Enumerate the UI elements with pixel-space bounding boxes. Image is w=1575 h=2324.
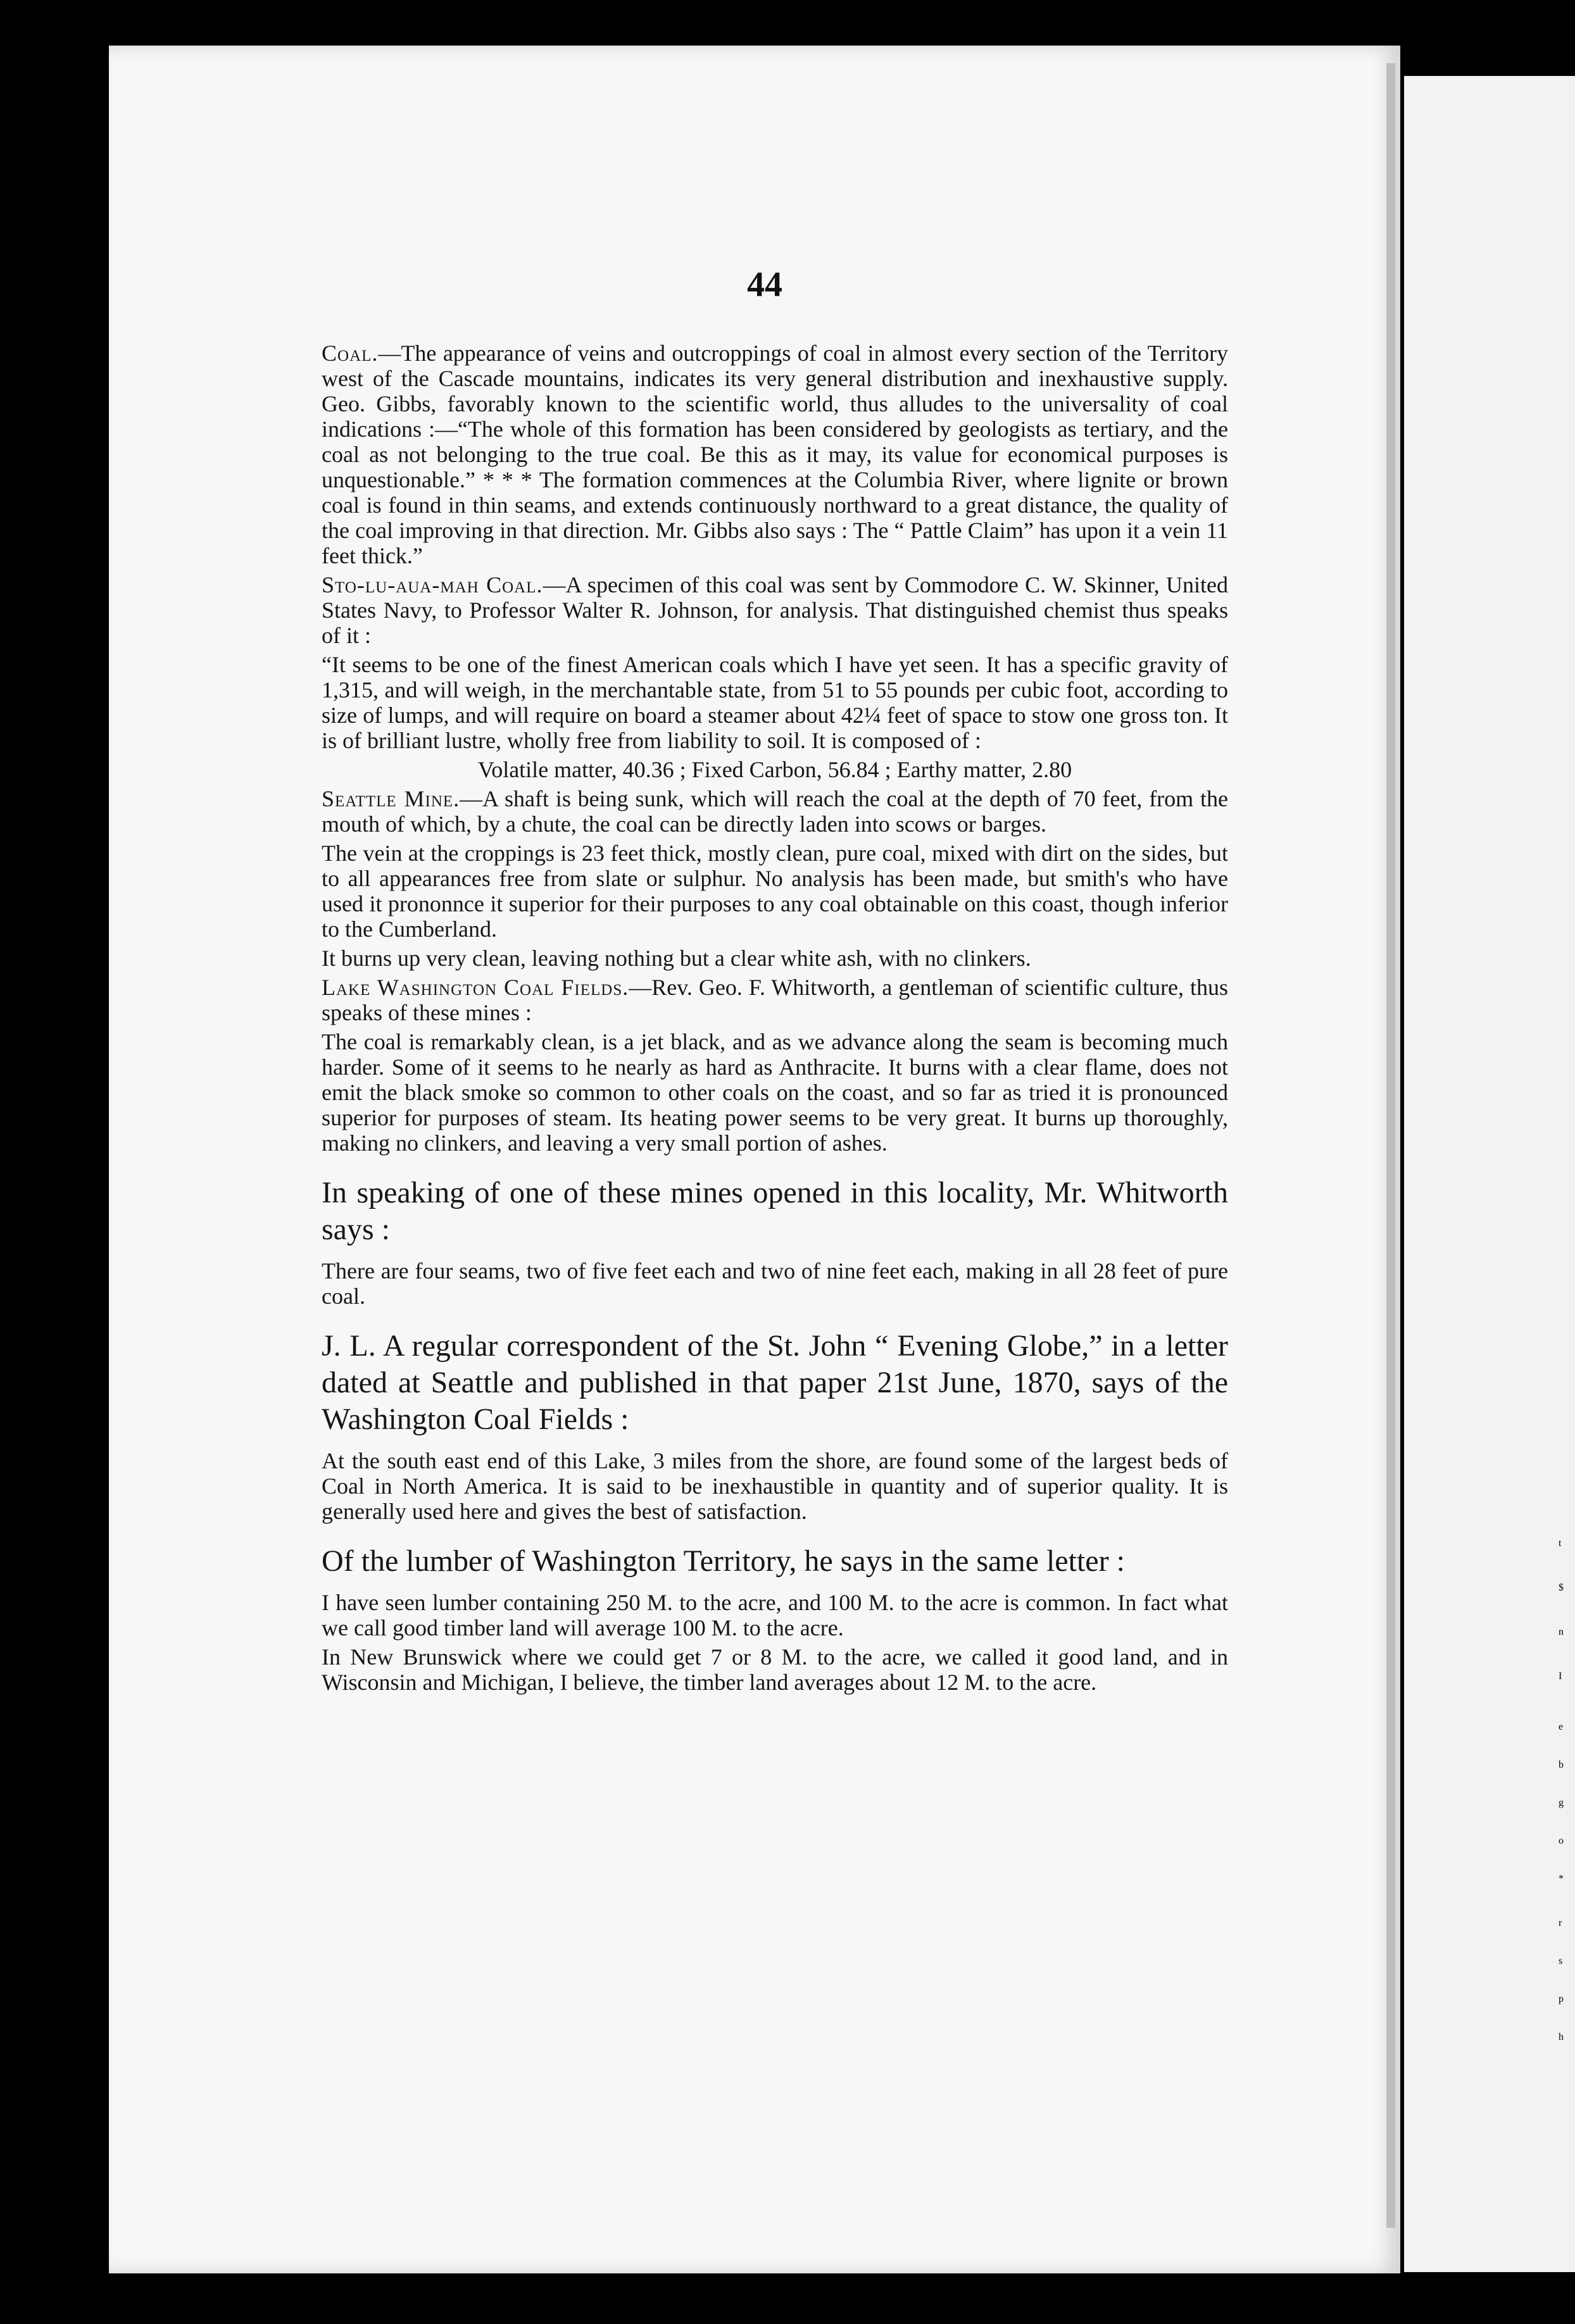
paragraph bbox=[322, 1644, 1228, 1695]
page-number: 44 bbox=[747, 265, 782, 304]
section-heading: Coal. bbox=[322, 340, 379, 366]
page-fragment-text: p bbox=[1559, 1994, 1564, 2004]
paragraph-text: In speaking of one of these mines opened in this locality, Mr. Whitworth says : bbox=[322, 1176, 1228, 1246]
page-fragment-text: * bbox=[1559, 1873, 1564, 1884]
paragraph bbox=[322, 652, 1228, 753]
paragraph-text: J. L. A regular correspondent of the St. John “ Evening Globe,” in a letter dated at Seattle and published in that paper 21st June, 1870, says of the Washington Coal Fields : bbox=[322, 1329, 1228, 1436]
page-fragment-text: t bbox=[1559, 1538, 1562, 1549]
page-fragment-text: b bbox=[1559, 1759, 1564, 1770]
paragraph-text: It burns up very clean, leaving nothing but a clear white ash, with no clinkers. bbox=[322, 946, 1031, 971]
paragraph-text: —A shaft is being sunk, which will reach the coal at the depth of 70 feet, from the mouth of which, by a chute, the coal can be directly laden into scows or barges. bbox=[322, 786, 1228, 837]
paragraph bbox=[322, 1543, 1228, 1580]
paragraph-text: There are four seams, two of five feet each and two of nine feet each, making in all 28 feet of pure coal. bbox=[322, 1258, 1228, 1309]
paragraph bbox=[322, 1448, 1228, 1524]
paragraph bbox=[322, 1175, 1228, 1248]
page-fragment-text: n bbox=[1559, 1627, 1564, 1637]
paragraph bbox=[322, 840, 1228, 942]
page-fragment-text: e bbox=[1559, 1721, 1564, 1732]
paragraph bbox=[322, 340, 1228, 568]
page-fragment-text: $ bbox=[1559, 1582, 1564, 1593]
paragraph-text: Volatile matter, 40.36 ; Fixed Carbon, 56.84 ; Earthy matter, 2.80 bbox=[477, 757, 1072, 782]
paragraph bbox=[322, 1029, 1228, 1156]
adjacent-page bbox=[1404, 76, 1575, 2272]
paragraph-text: The vein at the croppings is 23 feet thick, mostly clean, pure coal, mixed with dirt on the sides, but to all appearances free from slate or sulphur. No analysis has been made, but smith's who have used it prononnce it superior for their purposes to any coal obtainable on this coast, though inferior to the Cumberland. bbox=[322, 840, 1228, 942]
paragraph-text: I have seen lumber containing 250 M. to the acre, and 100 M. to the acre is common. In fact what we call good timber land will average 100 M. to the acre. bbox=[322, 1590, 1228, 1640]
paragraph bbox=[322, 757, 1228, 782]
paragraph bbox=[322, 572, 1228, 648]
paragraph bbox=[322, 946, 1228, 971]
paragraph-text: In New Brunswick where we could get 7 or 8 M. to the acre, we called it good land, and in Wisconsin and Michigan, I believe, the timber land averages about 12 M. to the acre. bbox=[322, 1644, 1228, 1695]
paragraph bbox=[322, 1590, 1228, 1640]
page-fragment-text: s bbox=[1559, 1956, 1563, 1966]
page-fragment-text: o bbox=[1559, 1835, 1564, 1846]
page-fragment-text: r bbox=[1559, 1918, 1562, 1928]
paragraph-text: Of the lumber of Washington Territory, he says in the same letter : bbox=[322, 1544, 1125, 1578]
paragraph-text: —Rev. Geo. F. Whitworth, a gentleman of scientific culture, thus speaks of these mines : bbox=[322, 975, 1228, 1025]
page-edge bbox=[1386, 63, 1395, 2228]
section-heading: Sto-lu-aua-mah Coal. bbox=[322, 572, 543, 597]
page-body bbox=[322, 340, 1228, 1699]
paragraph bbox=[322, 1258, 1228, 1309]
page-fragment-text: h bbox=[1559, 2032, 1564, 2042]
section-heading: Seattle Mine. bbox=[322, 786, 460, 811]
paragraph-text: —A specimen of this coal was sent by Commodore C. W. Skinner, United States Navy, to Professor Walter R. Johnson, for analysis. That distinguished chemist thus speaks of it : bbox=[322, 572, 1228, 648]
section-heading: Lake Washington Coal Fields. bbox=[322, 975, 629, 1000]
paragraph-text: “It seems to be one of the finest American coals which I have yet seen. It has a specific gravity of 1,315, and will weigh, in the merchantable state, from 51 to 55 pounds per cubic foot, according to size of lumps, and will require on board a steamer about 42¼ feet of space to stow one gross ton. It is of brilliant lustre, wholly free from liability to soil. It is composed of : bbox=[322, 652, 1228, 753]
paragraph-text: At the south east end of this Lake, 3 miles from the shore, are found some of the largest beds of Coal in North America. It is said to be inexhaustible in quantity and of superior quality. It is generally used here and gives the best of satisfaction. bbox=[322, 1448, 1228, 1524]
paragraph bbox=[322, 1328, 1228, 1438]
page-fragment-text: I bbox=[1559, 1671, 1562, 1682]
paragraph bbox=[322, 975, 1228, 1025]
paragraph bbox=[322, 786, 1228, 837]
page-fragment-text: g bbox=[1559, 1797, 1564, 1808]
paragraph-text: The coal is remarkably clean, is a jet black, and as we advance along the seam is becoming much harder. Some of it seems to he nearly as hard as Anthracite. It burns with a clear flame, does not emit the black smoke so common to other coals on the coast, and so far as tried it is pronounced superior for purposes of steam. Its heating power seems to be very great. It burns up thoroughly, making no clinkers, and leaving a very small portion of ashes. bbox=[322, 1029, 1228, 1156]
paragraph-text: —The appearance of veins and outcroppings of coal in almost every section of the Territory west of the Cascade mountains, indicates its very general distribution and inexhaustive supply. Geo. Gibbs, favorably known to the scientific world, thus alludes to the universality of coal indications :—“The whole of this formation has been considered by geologists as tertiary, and the coal as not belonging to the true coal. Be this as it may, its value for economical purposes is unquestionable.” * * * The formation commences at the Columbia River, where lignite or brown coal is found in thin seams, and extends continuously northward to a great distance, the quality of the coal improving in that direction. Mr. Gibbs also says : The “ Pattle Claim” has upon it a vein 11 feet thick.” bbox=[322, 340, 1228, 568]
